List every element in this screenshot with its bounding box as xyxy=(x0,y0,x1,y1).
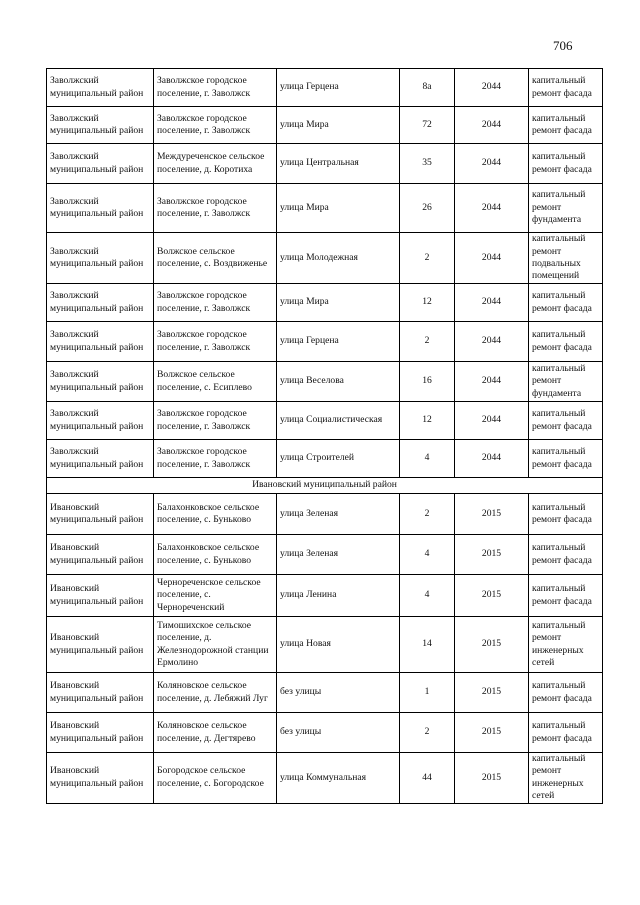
street-cell: улица Веселова xyxy=(277,362,400,402)
table-row xyxy=(47,402,603,440)
district-cell: Ивановский муниципальный район xyxy=(47,494,154,535)
house-number-cell: 14 xyxy=(400,617,455,673)
section-title: Ивановский муниципальный район xyxy=(47,478,603,494)
settlement-cell: Заволжское городское поселение, г. Заволжск xyxy=(154,284,277,322)
street-cell: улица Зеленая xyxy=(277,494,400,535)
house-number-cell: 2 xyxy=(400,713,455,753)
table-row xyxy=(47,575,603,617)
house-number-cell: 12 xyxy=(400,284,455,322)
street-cell: улица Мира xyxy=(277,284,400,322)
page-number: 706 xyxy=(553,38,573,53)
repair-type-cell: капитальный ремонт инженерных сетей xyxy=(529,617,603,673)
repair-year-cell: 2044 xyxy=(455,184,529,233)
repair-year-cell: 2015 xyxy=(455,535,529,575)
repair-year-cell: 2044 xyxy=(455,144,529,184)
table-row xyxy=(47,69,603,107)
repair-year-cell: 2044 xyxy=(455,362,529,402)
district-cell: Заволжский муниципальный район xyxy=(47,144,154,184)
repair-type-cell: капитальный ремонт фасада xyxy=(529,575,603,617)
street-cell: улица Центральная xyxy=(277,144,400,184)
house-number-cell: 16 xyxy=(400,362,455,402)
repair-year-cell: 2015 xyxy=(455,617,529,673)
district-cell: Заволжский муниципальный район xyxy=(47,402,154,440)
repair-type-cell: капитальный ремонт фасада xyxy=(529,402,603,440)
street-cell: улица Мира xyxy=(277,107,400,144)
repair-year-cell: 2015 xyxy=(455,575,529,617)
settlement-cell: Заволжское городское поселение, г. Заволжск xyxy=(154,322,277,362)
repair-year-cell: 2044 xyxy=(455,69,529,107)
district-cell: Заволжский муниципальный район xyxy=(47,322,154,362)
district-cell: Заволжский муниципальный район xyxy=(47,284,154,322)
settlement-cell: Коляновское сельское поселение, д. Дегтярево xyxy=(154,713,277,753)
street-cell: без улицы xyxy=(277,673,400,713)
settlement-cell: Коляновское сельское поселение, д. Лебяжий Луг xyxy=(154,673,277,713)
district-cell: Ивановский муниципальный район xyxy=(47,713,154,753)
settlement-cell: Заволжское городское поселение, г. Заволжск xyxy=(154,69,277,107)
house-number-cell: 35 xyxy=(400,144,455,184)
house-number-cell: 4 xyxy=(400,535,455,575)
repair-type-cell: капитальный ремонт фасада xyxy=(529,107,603,144)
district-cell: Заволжский муниципальный район xyxy=(47,107,154,144)
table-row xyxy=(47,107,603,144)
settlement-cell: Заволжское городское поселение, г. Заволжск xyxy=(154,402,277,440)
district-cell: Ивановский муниципальный район xyxy=(47,753,154,804)
settlement-cell: Тимошихское сельское поселение, д. Железнодорожной станции Ермолино xyxy=(154,617,277,673)
repair-type-cell: капитальный ремонт фасада xyxy=(529,494,603,535)
repair-type-cell: капитальный ремонт фундамента xyxy=(529,362,603,402)
table-body xyxy=(47,69,603,804)
street-cell: улица Новая xyxy=(277,617,400,673)
district-cell: Ивановский муниципальный район xyxy=(47,535,154,575)
repair-type-cell: капитальный ремонт фасада xyxy=(529,69,603,107)
settlement-cell: Заволжское городское поселение, г. Заволжск xyxy=(154,440,277,478)
street-cell: улица Социалистическая xyxy=(277,402,400,440)
table-row xyxy=(47,713,603,753)
repair-type-cell: капитальный ремонт фасада xyxy=(529,440,603,478)
repair-type-cell: капитальный ремонт фасада xyxy=(529,535,603,575)
house-number-cell: 72 xyxy=(400,107,455,144)
house-number-cell: 44 xyxy=(400,753,455,804)
repair-type-cell: капитальный ремонт фасада xyxy=(529,713,603,753)
district-cell: Заволжский муниципальный район xyxy=(47,69,154,107)
settlement-cell: Волжское сельское поселение, с. Воздвиженье xyxy=(154,233,277,284)
district-cell: Ивановский муниципальный район xyxy=(47,617,154,673)
repair-year-cell: 2044 xyxy=(455,107,529,144)
house-number-cell: 26 xyxy=(400,184,455,233)
house-number-cell: 12 xyxy=(400,402,455,440)
street-cell: улица Герцена xyxy=(277,322,400,362)
table-row xyxy=(47,184,603,233)
settlement-cell: Чернореченское сельское поселение, с. Чернореченский xyxy=(154,575,277,617)
repair-year-cell: 2044 xyxy=(455,284,529,322)
settlement-cell: Волжское сельское поселение, с. Есиплево xyxy=(154,362,277,402)
table-row xyxy=(47,753,603,804)
settlement-cell: Заволжское городское поселение, г. Заволжск xyxy=(154,184,277,233)
house-number-cell: 2 xyxy=(400,322,455,362)
district-cell: Заволжский муниципальный район xyxy=(47,184,154,233)
settlement-cell: Богородское сельское поселение, с. Богородское xyxy=(154,753,277,804)
house-number-cell: 8а xyxy=(400,69,455,107)
repair-year-cell: 2015 xyxy=(455,494,529,535)
table-row xyxy=(47,440,603,478)
house-number-cell: 1 xyxy=(400,673,455,713)
repair-year-cell: 2015 xyxy=(455,673,529,713)
settlement-cell: Заволжское городское поселение, г. Заволжск xyxy=(154,107,277,144)
house-number-cell: 2 xyxy=(400,233,455,284)
repair-type-cell: капитальный ремонт фасада xyxy=(529,284,603,322)
street-cell: без улицы xyxy=(277,713,400,753)
repair-type-cell: капитальный ремонт фасада xyxy=(529,144,603,184)
repair-year-cell: 2044 xyxy=(455,233,529,284)
table-row xyxy=(47,362,603,402)
district-cell: Ивановский муниципальный район xyxy=(47,575,154,617)
house-number-cell: 2 xyxy=(400,494,455,535)
table-row xyxy=(47,673,603,713)
repair-year-cell: 2015 xyxy=(455,753,529,804)
repair-year-cell: 2015 xyxy=(455,713,529,753)
repair-type-cell: капитальный ремонт инженерных сетей xyxy=(529,753,603,804)
table-row xyxy=(47,284,603,322)
settlement-cell: Балахонковское сельское поселение, с. Буньково xyxy=(154,535,277,575)
table-row xyxy=(47,535,603,575)
street-cell: улица Молодежная xyxy=(277,233,400,284)
housing-repair-table xyxy=(46,68,603,804)
street-cell: улица Герцена xyxy=(277,69,400,107)
district-cell: Заволжский муниципальный район xyxy=(47,233,154,284)
street-cell: улица Зеленая xyxy=(277,535,400,575)
repair-year-cell: 2044 xyxy=(455,440,529,478)
section-header-row xyxy=(47,478,603,494)
street-cell: улица Строителей xyxy=(277,440,400,478)
repair-type-cell: капитальный ремонт фундамента xyxy=(529,184,603,233)
settlement-cell: Балахонковское сельское поселение, с. Буньково xyxy=(154,494,277,535)
district-cell: Заволжский муниципальный район xyxy=(47,440,154,478)
repair-type-cell: капитальный ремонт фасада xyxy=(529,322,603,362)
street-cell: улица Коммунальная xyxy=(277,753,400,804)
table-row xyxy=(47,322,603,362)
repair-year-cell: 2044 xyxy=(455,402,529,440)
table-row xyxy=(47,494,603,535)
district-cell: Заволжский муниципальный район xyxy=(47,362,154,402)
house-number-cell: 4 xyxy=(400,575,455,617)
table-row xyxy=(47,144,603,184)
street-cell: улица Ленина xyxy=(277,575,400,617)
repair-type-cell: капитальный ремонт подвальных помещений xyxy=(529,233,603,284)
street-cell: улица Мира xyxy=(277,184,400,233)
table-row xyxy=(47,233,603,284)
settlement-cell: Междуреченское сельское поселение, д. Коротиха xyxy=(154,144,277,184)
repair-year-cell: 2044 xyxy=(455,322,529,362)
house-number-cell: 4 xyxy=(400,440,455,478)
table-row xyxy=(47,617,603,673)
district-cell: Ивановский муниципальный район xyxy=(47,673,154,713)
repair-type-cell: капитальный ремонт фасада xyxy=(529,673,603,713)
